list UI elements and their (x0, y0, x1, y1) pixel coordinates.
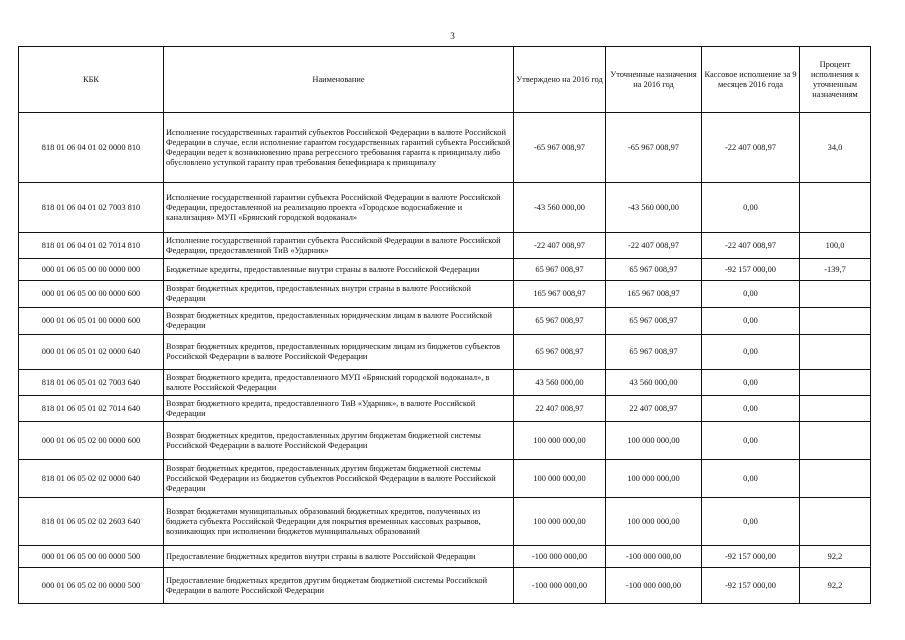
kbk-cell: 000 01 06 05 00 00 0000 500 (19, 546, 164, 568)
approved-cell: -43 560 000,00 (514, 183, 606, 233)
name-cell: Возврат бюджетного кредита, предоставленного МУП «Брянский городской водоканал», в валюте Российской Федерации (164, 370, 514, 396)
table-row (19, 546, 871, 568)
percent-cell (800, 460, 871, 498)
updated-cell: 100 000 000,00 (606, 498, 702, 546)
header-updated: Уточненные назначения на 2016 год (606, 47, 702, 113)
header-approved: Утверждено на 2016 год (514, 47, 606, 113)
percent-cell (800, 396, 871, 422)
kbk-cell: 818 01 06 05 01 02 7003 640 (19, 370, 164, 396)
kbk-cell: 818 01 06 04 01 02 0000 810 (19, 113, 164, 183)
cash-cell: -92 157 000,00 (702, 259, 800, 281)
table-row (19, 370, 871, 396)
updated-cell: -22 407 008,97 (606, 233, 702, 259)
percent-cell (800, 335, 871, 370)
table-row (19, 498, 871, 546)
cash-cell: -92 157 000,00 (702, 568, 800, 604)
approved-cell: 65 967 008,97 (514, 259, 606, 281)
table-row (19, 259, 871, 281)
approved-cell: 100 000 000,00 (514, 460, 606, 498)
table-row (19, 233, 871, 259)
kbk-cell: 818 01 06 05 02 02 0000 640 (19, 460, 164, 498)
approved-cell: -100 000 000,00 (514, 546, 606, 568)
updated-cell: 100 000 000,00 (606, 422, 702, 460)
table-row (19, 396, 871, 422)
table-row (19, 183, 871, 233)
updated-cell: 65 967 008,97 (606, 335, 702, 370)
updated-cell: -100 000 000,00 (606, 546, 702, 568)
header-row (19, 47, 871, 113)
approved-cell: 165 967 008,97 (514, 281, 606, 308)
approved-cell: -65 967 008,97 (514, 113, 606, 183)
approved-cell: 65 967 008,97 (514, 308, 606, 335)
approved-cell: 100 000 000,00 (514, 498, 606, 546)
table-row (19, 113, 871, 183)
name-cell: Возврат бюджетного кредита, предоставленного ТиВ «Ударник», в валюте Российской Федерации (164, 396, 514, 422)
name-cell: Исполнение государственных гарантий субъектов Российской Федерации в валюте Российской Федерации в случае, если исполнение гарантом государственных гарантий субъекта Российской Федерации ведет к возникновению права регрессного требования гаранта к принципалу либо обусловлено уступкой гаранту прав требования бенефициара к принципалу (164, 113, 514, 183)
percent-cell (800, 308, 871, 335)
kbk-cell: 000 01 06 05 00 00 0000 000 (19, 259, 164, 281)
header-kbk: КБК (19, 47, 164, 113)
approved-cell: 43 560 000,00 (514, 370, 606, 396)
name-cell: Предоставление бюджетных кредитов внутри страны в валюте Российской Федерации (164, 546, 514, 568)
cash-cell: 0,00 (702, 498, 800, 546)
cash-cell: 0,00 (702, 396, 800, 422)
cash-cell: 0,00 (702, 281, 800, 308)
approved-cell: 100 000 000,00 (514, 422, 606, 460)
percent-cell: 92,2 (800, 568, 871, 604)
percent-cell: 100,0 (800, 233, 871, 259)
table-row (19, 308, 871, 335)
name-cell: Возврат бюджетных кредитов, предоставленных юридическим лицам из бюджетов субъектов Российской Федерации в валюте Российской Федерации (164, 335, 514, 370)
cash-cell: -92 157 000,00 (702, 546, 800, 568)
name-cell: Исполнение государственной гарантии субъекта Российской Федерации в валюте Российской Федерации, предоставленной ТиВ «Ударник» (164, 233, 514, 259)
updated-cell: 65 967 008,97 (606, 308, 702, 335)
updated-cell: 165 967 008,97 (606, 281, 702, 308)
cash-cell: 0,00 (702, 370, 800, 396)
kbk-cell: 818 01 06 04 01 02 7014 810 (19, 233, 164, 259)
updated-cell: 65 967 008,97 (606, 259, 702, 281)
updated-cell: -43 560 000,00 (606, 183, 702, 233)
budget-table (18, 46, 871, 604)
name-cell: Исполнение государственной гарантии субъекта Российской Федерации в валюте Российской Федерации, предоставленной на реализацию проекта «Городское водоснабжение и канализация» МУП «Брянский городской водоканал» (164, 183, 514, 233)
cash-cell: -22 407 008,97 (702, 233, 800, 259)
kbk-cell: 818 01 06 05 02 02 2603 640 (19, 498, 164, 546)
cash-cell: 0,00 (702, 308, 800, 335)
kbk-cell: 000 01 06 05 02 00 0000 500 (19, 568, 164, 604)
updated-cell: -100 000 000,00 (606, 568, 702, 604)
cash-cell: 0,00 (702, 335, 800, 370)
percent-cell (800, 183, 871, 233)
header-cash: Кассовое исполнение за 9 месяцев 2016 года (702, 47, 800, 113)
name-cell: Возврат бюджетных кредитов, предоставленных другим бюджетам бюджетной системы Российской Федерации из бюджетов субъектов Российской Федерации в валюте Российской Федерации (164, 460, 514, 498)
header-percent: Процент исполнения к уточненным назначениям (800, 47, 871, 113)
percent-cell: -139,7 (800, 259, 871, 281)
percent-cell: 92,2 (800, 546, 871, 568)
percent-cell (800, 370, 871, 396)
updated-cell: -65 967 008,97 (606, 113, 702, 183)
cash-cell: -22 407 008,97 (702, 113, 800, 183)
percent-cell (800, 498, 871, 546)
updated-cell: 100 000 000,00 (606, 460, 702, 498)
kbk-cell: 000 01 06 05 00 00 0000 600 (19, 281, 164, 308)
kbk-cell: 818 01 06 05 01 02 7014 640 (19, 396, 164, 422)
table-row (19, 460, 871, 498)
name-cell: Возврат бюджетных кредитов, предоставленных юридическим лицам в валюте Российской Федерации (164, 308, 514, 335)
kbk-cell: 000 01 06 05 02 00 0000 600 (19, 422, 164, 460)
name-cell: Предоставление бюджетных кредитов другим бюджетам бюджетной системы Российской Федерации в валюте Российской Федерации (164, 568, 514, 604)
kbk-cell: 818 01 06 04 01 02 7003 810 (19, 183, 164, 233)
approved-cell: -100 000 000,00 (514, 568, 606, 604)
page-number: 3 (450, 31, 455, 41)
cash-cell: 0,00 (702, 460, 800, 498)
cash-cell: 0,00 (702, 183, 800, 233)
table-row (19, 335, 871, 370)
percent-cell (800, 422, 871, 460)
table-row (19, 568, 871, 604)
approved-cell: 22 407 008,97 (514, 396, 606, 422)
name-cell: Возврат бюджетных кредитов, предоставленных внутри страны в валюте Российской Федерации (164, 281, 514, 308)
approved-cell: 65 967 008,97 (514, 335, 606, 370)
updated-cell: 22 407 008,97 (606, 396, 702, 422)
name-cell: Возврат бюджетами муниципальных образований бюджетных кредитов, полученных из бюджета субъекта Российской Федерации для покрытия временных кассовых разрывов, возникающих при исполнении бюджетов муниципальных образований (164, 498, 514, 546)
kbk-cell: 000 01 06 05 01 02 0000 640 (19, 335, 164, 370)
name-cell: Возврат бюджетных кредитов, предоставленных другим бюджетам бюджетной системы Российской Федерации в валюте Российской Федерации (164, 422, 514, 460)
cash-cell: 0,00 (702, 422, 800, 460)
approved-cell: -22 407 008,97 (514, 233, 606, 259)
kbk-cell: 000 01 06 05 01 00 0000 600 (19, 308, 164, 335)
name-cell: Бюджетные кредиты, предоставленные внутри страны в валюте Российской Федерации (164, 259, 514, 281)
percent-cell: 34,0 (800, 113, 871, 183)
updated-cell: 43 560 000,00 (606, 370, 702, 396)
table-row (19, 281, 871, 308)
percent-cell (800, 281, 871, 308)
table-row (19, 422, 871, 460)
header-name: Наименование (164, 47, 514, 113)
